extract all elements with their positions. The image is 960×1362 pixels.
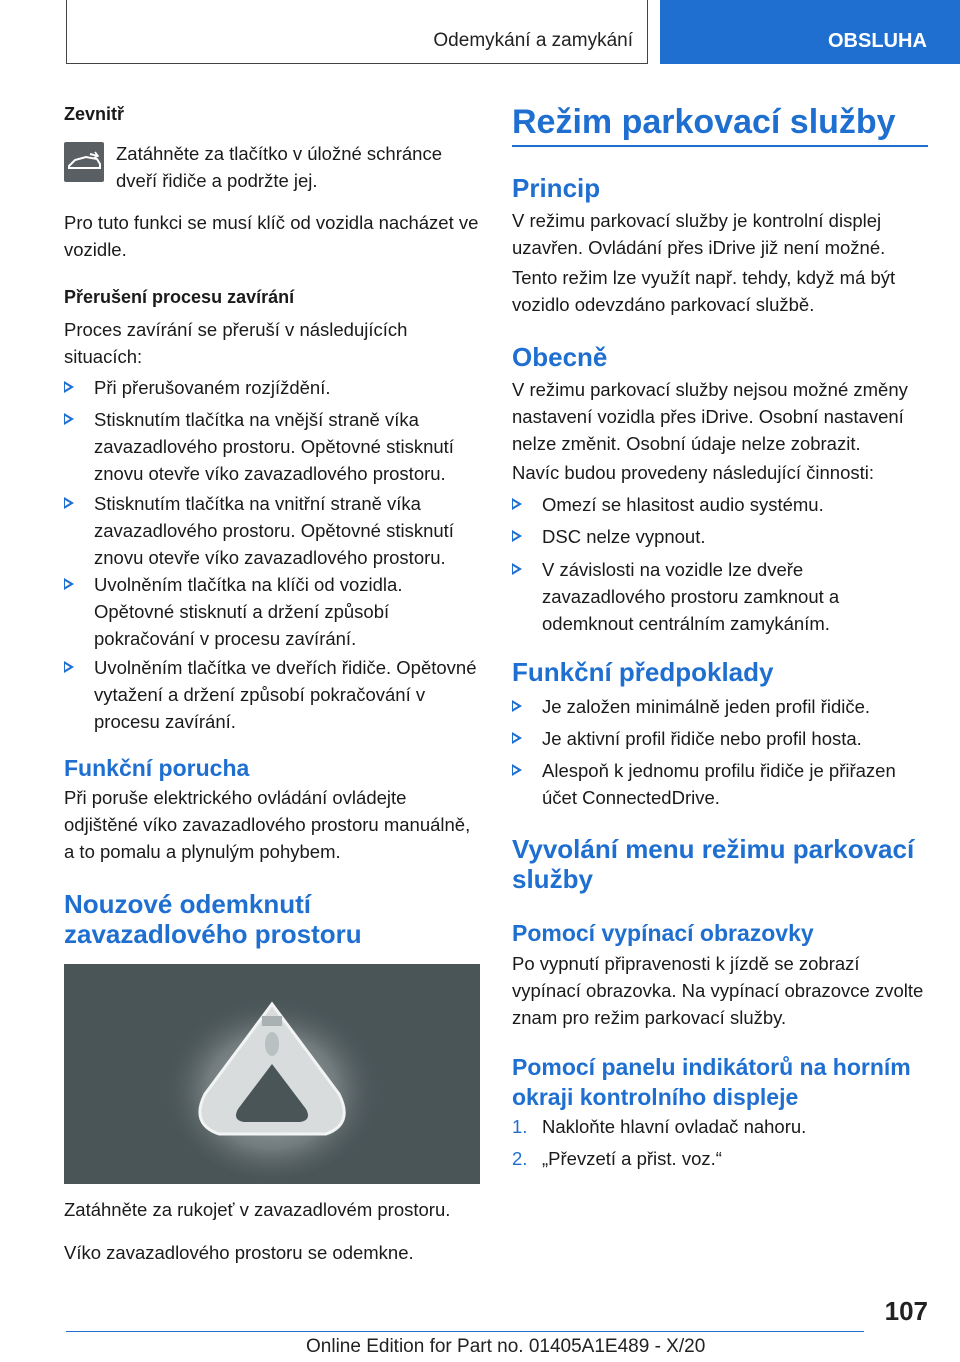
list-item: DSC nelze vypnout.: [512, 523, 928, 550]
triangle-bullet-icon: [64, 578, 74, 590]
list-item: Alespoň k jednomu profilu řidiče je přiřazen účet ConnectedDrive.: [512, 757, 928, 811]
triangle-bullet-icon: [512, 498, 522, 510]
panel-heading: Pomocí panelu indikátorů na horním okraji kontrolního displeje: [512, 1054, 911, 1110]
requirements-heading: Funkční předpoklady: [512, 657, 774, 687]
key-note: Pro tuto funkci se musí klíč od vozidla nacházet ve vozidle.: [64, 212, 479, 260]
switchoff-heading: Pomocí vypínací obrazovky: [512, 920, 814, 946]
step-text: „Převzetí a přist. voz.“: [542, 1148, 722, 1169]
triangle-bullet-icon: [512, 563, 522, 575]
interrupt-heading: Přerušení procesu zavírání: [64, 287, 295, 307]
page-title: Režim parkovací služby: [512, 103, 896, 141]
switchoff-text: Po vypnutí připravenosti k jízdě se zobrazí vypínací obrazovka. Na vypínací obrazovce zvolte znam pro režim parkovací služby.: [512, 953, 924, 1028]
general-heading: Obecně: [512, 342, 608, 372]
list-item: Stisknutím tlačítka na vnitřní straně víka zavazadlového prostoru. Opětovné stisknutí znovu otevře víko zavazadlového prostoru.: [64, 490, 480, 571]
triangle-bullet-icon: [64, 661, 74, 673]
list-item: Uvolněním tlačítka ve dveřích řidiče. Opětovné vytažení a držení způsobí pokračování v procesu zavírání.: [64, 654, 480, 735]
inside-heading: Zevnitř: [64, 104, 125, 124]
malfunction-text: Při poruše elektrického ovládání ovládejte odjištěné víko zavazadlového prostoru manuálně, a to pomalu a plynulým pohybem.: [64, 787, 471, 862]
trunk-handle-figure: [64, 964, 480, 1184]
list-item: Je založen minimálně jeden profil řidiče.: [512, 693, 928, 720]
header-section-tab: OBSLUHA: [660, 0, 960, 64]
triangle-bullet-icon: [64, 497, 74, 509]
triangle-bullet-icon: [512, 530, 522, 542]
principle-heading: Princip: [512, 173, 601, 203]
list-item: [512, 1145, 928, 1172]
principle-p2: Tento režim lze využít např. tehdy, když má být vozidlo odevzdáno parkovací službě.: [512, 267, 896, 315]
list-item: [512, 1113, 928, 1140]
emergency-caption: Zatáhněte za rukojeť v zavazadlovém prostoru.: [64, 1199, 451, 1220]
list-item: Je aktivní profil řidiče nebo profil hosta.: [512, 725, 928, 752]
triangle-bullet-icon: [512, 732, 522, 744]
footer-edition: Online Edition for Part no. 01405A1E489 - X/20: [306, 1336, 706, 1357]
list-item: Uvolněním tlačítka na klíči od vozidla. Opětovné stisknutí a držení způsobí pokračování v procesu zavírání.: [64, 571, 480, 652]
list-item: Stisknutím tlačítka na vnější straně víka zavazadlového prostoru. Opětovné stisknutí znovu otevře víko zavazadlového prostoru.: [64, 406, 480, 487]
car-tailgate-icon: [64, 142, 104, 182]
general-p2: Navíc budou provedeny následující činnosti:: [512, 462, 874, 483]
title-rule: [512, 145, 928, 147]
list-item: Omezí se hlasitost audio systému.: [512, 491, 928, 518]
principle-p1: V režimu parkovací služby je kontrolní displej uzavřen. Ovládání přes iDrive již není možné.: [512, 210, 886, 258]
triangle-bullet-icon: [512, 764, 522, 776]
interrupt-intro: Proces zavírání se přeruší v následujících situacích:: [64, 319, 408, 367]
step-number: 1.: [512, 1116, 528, 1137]
emergency-heading: Nouzové odemknutí zavazadlového prostoru: [64, 889, 362, 949]
step-number: 2.: [512, 1148, 528, 1169]
header-chapter-box: [66, 0, 648, 64]
triangle-bullet-icon: [64, 413, 74, 425]
emergency-result: Víko zavazadlového prostoru se odemkne.: [64, 1242, 414, 1263]
general-p1: V režimu parkovací služby nejsou možné změny nastavení vozidla přes iDrive. Osobní nastavení nelze změnit. Osobní údaje nelze zobrazit.: [512, 379, 908, 454]
menu-heading: Vyvolání menu režimu parkovací služby: [512, 834, 915, 894]
triangle-bullet-icon: [64, 381, 74, 393]
page-number: 107: [884, 1296, 928, 1326]
header-chapter-title: Odemykání a zamykání: [433, 30, 633, 51]
list-item: Při přerušovaném rozjíždění.: [64, 374, 480, 401]
step-text: Nakloňte hlavní ovladač nahoru.: [542, 1116, 807, 1137]
malfunction-heading: Funkční porucha: [64, 755, 250, 781]
footer-rule: [66, 1331, 864, 1332]
list-item: V závislosti na vozidle lze dveře zavazadlového prostoru zamknout a odemknout centrálním zamykáním.: [512, 556, 928, 637]
triangle-bullet-icon: [512, 700, 522, 712]
inside-instruction: Zatáhněte za tlačítko v úložné schránce dveří řidiče a podržte jej.: [116, 143, 442, 191]
